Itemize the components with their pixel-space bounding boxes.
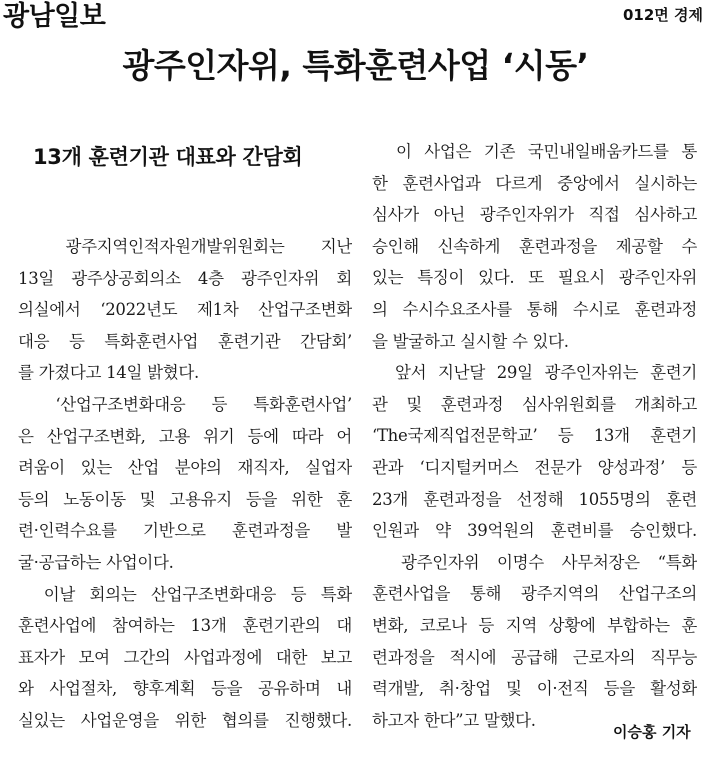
body-text-line: 와 사업절차, 향후계획 등을 공유하며 내 <box>18 679 352 699</box>
body-text-line: 이 사업은 기존 국민내일배움카드를 통 <box>372 142 697 161</box>
body-text-line: 한 훈련사업과 다르게 중앙에서 실시하는 <box>372 173 697 193</box>
body-text-line: 의실에서 ‘2022년도 제1차 산업구조변화 <box>18 300 352 320</box>
body-text-line: 훈련사업에 참여하는 13개 훈련기관의 대 <box>18 616 352 636</box>
body-text-line: 훈련사업을 통해 광주지역의 산업구조의 <box>372 584 697 604</box>
reporter-byline: 이승홍 기자 <box>613 723 691 741</box>
body-text-line: 있는 특징이 있다. 또 필요시 광주인자위 <box>372 268 697 288</box>
body-text-line: ‘The국제직업전문학교’ 등 13개 훈련기 <box>372 426 697 446</box>
body-text-line: 련과정을 적시에 공급해 근로자의 직무능 <box>372 647 697 667</box>
page-section-label: 012면 경제 <box>622 6 703 24</box>
body-text-line: 은 산업구조변화, 고용 위기 등에 따라 어 <box>18 426 352 446</box>
body-text-line: 등의 노동이동 및 고용유지 등을 위한 훈 <box>18 489 352 509</box>
body-text-line: 력개발, 취·창업 및 이·전직 등을 활성화 <box>372 679 697 699</box>
body-text-line: 하고자 한다”고 말했다. <box>372 710 536 730</box>
newspaper-masthead: 광남일보 <box>3 1 106 32</box>
body-text-line: 앞서 지난달 29일 광주인자위는 훈련기 <box>372 363 697 383</box>
body-text-line: 굴·공급하는 사업이다. <box>18 553 174 572</box>
body-text-line: 심사가 아닌 광주인자위가 직접 심사하고 <box>372 205 697 225</box>
body-text-line: 의 수시수요조사를 통해 수시로 훈련과정 <box>372 300 697 319</box>
article-headline: 광주인자위, 특화훈련사업 ‘시동’ <box>122 46 589 85</box>
body-text-line: 이날 회의는 산업구조변화대응 등 특화 <box>18 584 352 604</box>
body-text-line: 관 및 훈련과정 심사위원회를 개최하고 <box>372 394 697 414</box>
body-text-line: 23개 훈련과정을 선정해 1055명의 훈련 <box>372 489 697 509</box>
body-text-line: 대응 등 특화훈련사업 훈련기관 간담회’ <box>18 331 352 351</box>
body-text-line: 13일 광주상공회의소 4층 광주인자위 회 <box>18 268 352 288</box>
body-text-line: 광주지역인적자원개발위원회는 지난 <box>18 237 352 256</box>
body-text-line: 련·인력수요를 기반으로 훈련과정을 발 <box>18 521 352 541</box>
body-text-line: 인원과 약 39억원의 훈련비를 승인했다. <box>372 521 697 541</box>
body-text-line: 표자가 모여 그간의 사업과정에 대한 보고 <box>18 647 352 667</box>
body-text-line: 승인해 신속하게 훈련과정을 제공할 수 <box>372 236 697 256</box>
body-text-line: 광주인자위 이명수 사무처장은 “특화 <box>372 552 697 572</box>
body-text-line: 려움이 있는 산업 분야의 재직자, 실업자 <box>18 458 352 478</box>
body-text-line: 변화, 코로나 등 지역 상황에 부합하는 훈 <box>372 616 697 635</box>
body-text-line: 관과 ‘디지털커머스 전문가 양성과정’ 등 <box>372 458 697 477</box>
body-text-line: ‘산업구조변화대응 등 특화훈련사업’ <box>18 395 352 414</box>
article-subheadline: 13개 훈련기관 대표와 간담회 <box>33 145 303 169</box>
body-text-line: 를 가졌다고 14일 밝혔다. <box>18 363 199 383</box>
body-text-line: 실있는 사업운영을 위한 협의를 진행했다. <box>18 711 352 730</box>
body-text-line: 을 발굴하고 실시할 수 있다. <box>372 331 569 351</box>
